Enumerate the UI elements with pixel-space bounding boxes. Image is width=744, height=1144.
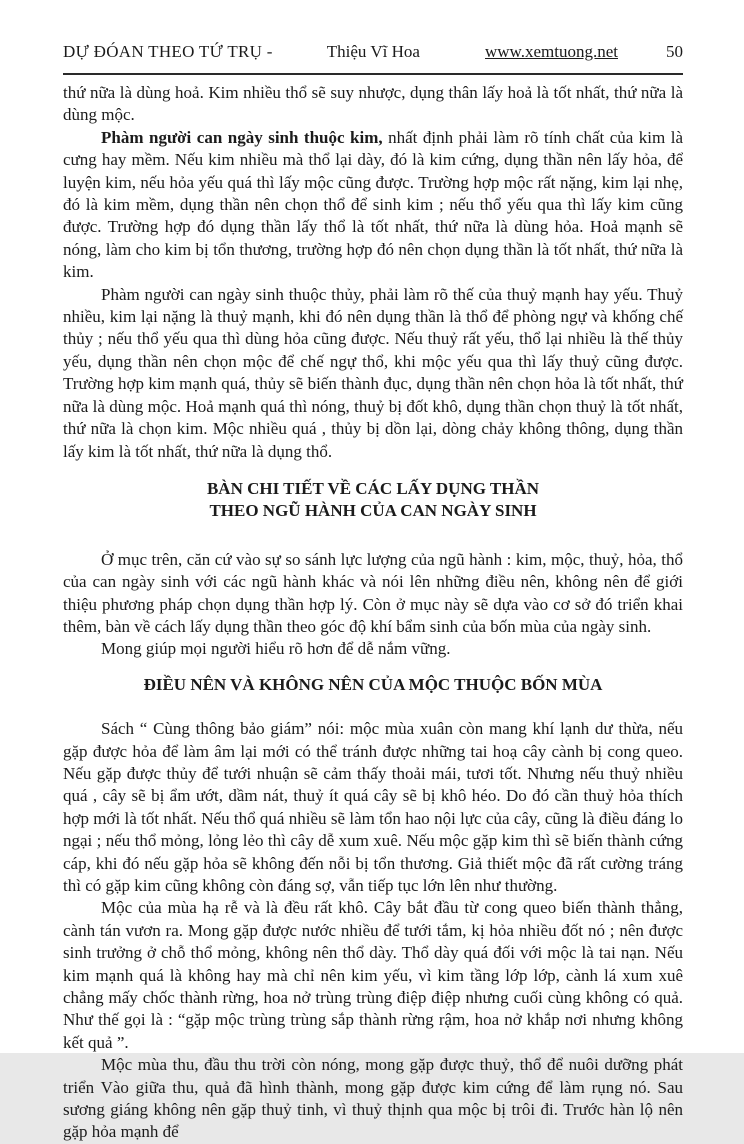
page-header xyxy=(63,42,683,62)
section-heading-text: ĐIỀU NÊN VÀ KHÔNG NÊN CỦA MỘC THUỘC BỐN MÙA xyxy=(143,674,603,694)
page-body xyxy=(63,82,683,1144)
paragraph-lead-bold: Phàm người can ngày sinh thuộc kim, xyxy=(101,127,383,147)
author-name: Thiệu Vĩ Hoa xyxy=(326,42,420,61)
website-link[interactable]: www.xemtuong.net xyxy=(485,42,618,61)
paragraph-text: nhất định phải làm rõ tính chất của kim là cưng hay mềm. Nếu kim nhiều mà thổ lại dày, đó là kim cứng, dụng thần nên lấy hỏa, để luyện kim, nếu hỏa yếu quá thì lấy mộc cũng được. Trường hợp mộc rất nặng, kim lại nhẹ, đó là kim mềm, dụng thần nên chọn thổ để sinh kim ; nếu thổ yếu qua thì lấy kim cũng được. Trường hợp đó dụng thần lấy thổ là tốt nhất, thứ nữa là dùng hỏa. Hoả mạnh sẽ nóng, làm cho kim bị tổn thương, trường hợp đó nên chọn dụng thần là tốt nhất, thứ nữa là kim. xyxy=(63,127,684,282)
section-heading-moc-bon-mua xyxy=(63,674,683,696)
page-number: 50 xyxy=(666,42,683,61)
section-heading-dung-than xyxy=(63,478,683,523)
book-title: DỰ ĐÓAN THEO TỨ TRỤ - xyxy=(63,42,273,61)
paragraph-kim xyxy=(63,127,683,284)
paragraph-mong-giup: Mong giúp mọi người hiểu rõ hơn để dễ nắm vững. xyxy=(101,639,451,659)
section-heading-line2: THEO NGŨ HÀNH CỦA CAN NGÀY SINH xyxy=(209,501,537,521)
paragraph-moc-mua-thu: Mộc mùa thu, đầu thu trời còn nóng, mong gặp được thuỷ, thổ để nuôi dưỡng phát triển Vào giữa thu, quả đã hình thành, mong gặp được kim cứng để làm rụng nó. Sau sương giáng không nên gặp thuỷ tinh, vì thuỷ thịnh qua mộc bị trôi đi. Trước hàn lộ nên gặp hỏa mạnh để xyxy=(63,1055,683,1142)
section-heading-line1: BÀN CHI TIẾT VỀ CÁC LẤY DỤNG THẦN xyxy=(206,478,540,498)
paragraph-moc-mua-xuan: Sách “ Cùng thông bảo giám” nói: mộc mùa xuân còn mang khí lạnh dư thừa, nếu gặp được hỏa để làm âm lại mới có thể tránh được những tai hoạ cây cành bị cong queo. Nếu gặp được thủy để tưới nhuận sẽ cảm thấy thoải mái, tươi tốt. Nhưng nếu thuỷ nhiều quá , cây sẽ bị ẩm ướt, dầm nát, thuỷ ít quá cây sẽ bị khô héo. Do đó cần thuỷ hỏa thích hợp mới là tốt nhất. Nếu thổ quá nhiều sẽ làm tổn hao nội lực của cây, cũng là điều đáng lo ngại ; nếu thổ mỏng, lỏng lẻo thì cây dễ xum xuê. Nếu mộc gặp kim thì sẽ biến thành cứng cáp, khi đó nếu gặp hỏa sẽ không đến nỗi bị tổn thương. Giả thiết mộc đã rất cường tráng thì có gặp kim cũng không còn đáng sợ, vẫn tiếp tục lớn lên như thường. xyxy=(63,719,683,895)
paragraph-continuation: thứ nữa là dùng hoả. Kim nhiều thổ sẽ suy nhược, dụng thân lấy hoả là tốt nhất, thứ nữa là dùng mộc. xyxy=(63,83,683,125)
header-divider xyxy=(63,73,683,75)
paragraph-moc-mua-ha: Mộc của mùa hạ rễ và là đều rất khô. Cây bắt đầu từ cong queo biến thành thẳng, cành tán vươn ra. Mong gặp được nước nhiều để tưới tắm, kị hỏa nhiều đốt nó ; nên được sinh trưởng ở chỗ thổ mỏng, không nên thổ dày. Thổ dày quá đối với mộc là tai nạn. Nếu kim mạnh quá là không hay mà chỉ nên kim yếu, vì kim tầng lớp lớp, cành lá xum xuê chẳng mấy chốc thành rừng, hoa nở trùng trùng điệp điệp nhưng cuối cùng không có quả. Như thế gọi là : “gặp mộc trùng trùng sắp thành rừng rậm, hoa nở khắp nơi nhưng không kết quả ”. xyxy=(63,898,683,1052)
paragraph-o-muc-tren: Ở mục trên, căn cứ vào sự so sánh lực lượng của ngũ hành : kim, mộc, thuỷ, hỏa, thổ của can ngày sinh với các ngũ hành khác và nói lên những điều nên, không nên để giới thiệu phương pháp chọn dụng thần hợp lý. Còn ở mục này sẽ dựa vào cơ sở đó triển khai thêm, bàn về cách lấy dụng thần theo góc độ khí bẩm sinh của bốn mùa của ngày sinh. xyxy=(63,549,683,636)
paragraph-thuy: Phàm người can ngày sinh thuộc thủy, phải làm rõ thế của thuỷ mạnh hay yếu. Thuỷ nhiều, kim lại nặng là thuỷ mạnh, khi đó nên dụng thần là thổ để phòng ngự và khống chế thủy ; nếu thổ yếu qua thì dùng hỏa cũng được. Nếu thuỷ rất yếu, thổ lại nhiều là thế thủy yếu, dụng thần nên chọn mộc để chế ngự thổ, khi mộc yếu qua thì lấy thuỷ cũng được. Trường hợp kim mạnh quá, thủy sẽ biến thành đục, dụng thần nên chọn hỏa là tốt nhất, thứ nữa là dùng mộc. Hoả mạnh quá thì nóng, thuỷ bị đốt khô, dụng thần chọn thuỷ là tốt nhất, thứ nữa là chọn kim. Mộc nhiều quá , thủy bị dồn lại, dòng chảy không thông, dụng thần lấy kim là tốt nhất, thứ nữa là dụng thổ. xyxy=(63,284,683,461)
